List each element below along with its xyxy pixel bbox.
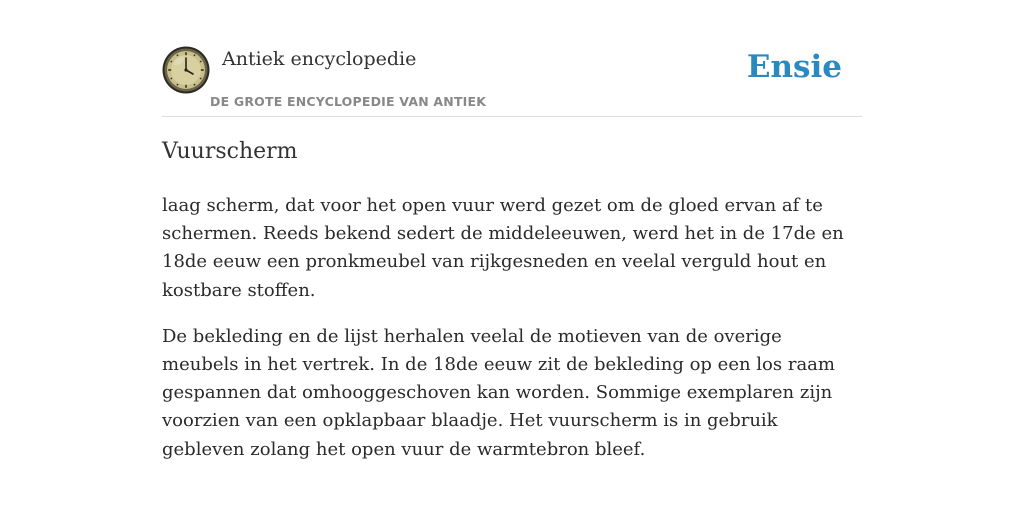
site-header [162, 46, 862, 117]
article-body [162, 192, 862, 482]
antique-clock-icon[interactable] [162, 46, 210, 94]
article-paragraph: laag scherm, dat voor het open vuur werd gezet om de gloed ervan af te schermen. Reeds bekend sedert de middeleeuwen, werd het in de 17de en 18de eeuw een pronkmeubel van rijkgesneden en veelal verguld hout en kostbare stoffen. [162, 195, 844, 301]
article-paragraph: De bekleding en de lijst herhalen veelal de motieven van de overige meubels in het vertrek. In de 18de eeuw zit de bekleding op een los raam gespannen dat omhooggeschoven kan worden. Sommige exemplaren zijn voorzien van een opklapbaar blaadje. Het vuurscherm is in gebruik gebleven zolang het open vuur de warmtebron bleef. [162, 325, 835, 460]
brand-logo-link[interactable]: Ensie [746, 49, 842, 85]
article-title: Vuurscherm [162, 139, 298, 164]
site-title[interactable]: Antiek encyclopedie [222, 48, 417, 70]
site-subtitle: DE GROTE ENCYCLOPEDIE VAN ANTIEK [210, 94, 487, 109]
